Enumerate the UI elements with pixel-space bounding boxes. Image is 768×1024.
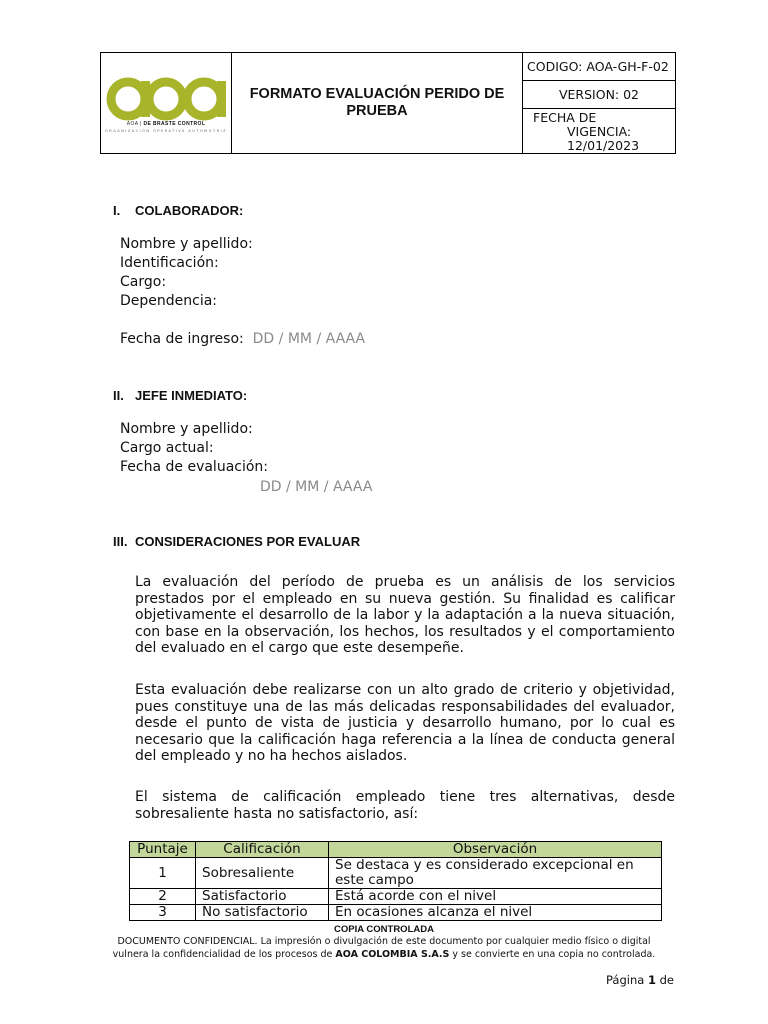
score-table xyxy=(129,841,662,921)
cell-calificacion: Sobresaliente xyxy=(196,858,329,889)
cell-puntaje: 3 xyxy=(130,905,196,921)
fecha-evaluacion-input[interactable]: DD / MM / AAAA xyxy=(260,479,373,495)
cell-observacion: Se destaca y es considerado excepcional en este campo xyxy=(329,858,662,889)
logo-subtitle: ORGANIZACIÓN OPERATIVA AUTOMOTRIZ xyxy=(104,129,228,133)
logo-cell xyxy=(101,53,232,154)
cell-puntaje: 1 xyxy=(130,858,196,889)
version: VERSION: 02 xyxy=(523,81,676,109)
cell-puntaje: 2 xyxy=(130,889,196,905)
cell-observacion: Está acorde con el nivel xyxy=(329,889,662,905)
paragraph-1: La evaluación del período de prueba es un análisis de los servicios prestados por el empleado en su nueva gestión. Su finalidad es calificar objetivamente el desarrollo de la labor y la adaptación a la nueva situación, con base en la observación, los hechos, los resultados y el comportamiento del evaluado en el cargo que este desempeñe. xyxy=(135,574,675,657)
field-cargo: Cargo: xyxy=(120,274,167,290)
section-jefe-title: II. JEFE INMEDIATO: xyxy=(113,388,248,403)
cell-calificacion: No satisfactorio xyxy=(196,905,329,921)
field-cargo-actual: Cargo actual: xyxy=(120,440,214,456)
cell-observacion: En ocasiones alcanza el nivel xyxy=(329,905,662,921)
fecha-vigencia: FECHA DE VIGENCIA: 12/01/2023 xyxy=(523,109,676,154)
table-header-row xyxy=(130,842,662,858)
codigo: CODIGO: AOA-GH-F-02 xyxy=(523,53,676,81)
field-fecha-evaluacion: Fecha de evaluación: xyxy=(120,459,269,475)
header-puntaje: Puntaje xyxy=(130,842,196,858)
field-jefe-nombre: Nombre y apellido: xyxy=(120,421,253,437)
table-row xyxy=(130,858,662,889)
header-calificacion: Calificación xyxy=(196,842,329,858)
table-row xyxy=(130,889,662,905)
field-dependencia: Dependencia: xyxy=(120,293,218,309)
logo-brand: AOA | DE BRASTE CONTROL xyxy=(126,121,206,127)
header-observacion: Observación xyxy=(329,842,662,858)
paragraph-3: El sistema de calificación empleado tiene tres alternativas, desde sobresaliente hasta no satisfactorio, así: xyxy=(135,789,675,822)
section-consideraciones-title: III. CONSIDERACIONES POR EVALUAR xyxy=(113,534,361,549)
field-identificacion: Identificación: xyxy=(120,255,219,271)
field-fecha-ingreso: Fecha de ingreso: DD / MM / AAAA xyxy=(120,331,366,347)
section-colaborador-title: I. COLABORADOR: xyxy=(113,203,244,218)
aoa-logo-icon xyxy=(106,73,226,125)
field-nombre: Nombre y apellido: xyxy=(120,236,253,252)
document-header xyxy=(100,52,676,154)
footer-copia-controlada: COPIA CONTROLADA xyxy=(334,924,434,935)
fecha-ingreso-input[interactable]: DD / MM / AAAA xyxy=(252,331,366,347)
table-row xyxy=(130,905,662,921)
cell-calificacion: Satisfactorio xyxy=(196,889,329,905)
company-logo xyxy=(101,61,231,145)
footer-confidential-notice: DOCUMENTO CONFIDENCIAL. La impresión o divulgación de este documento por cualquier medio físico o digital vulnera la confidencialidad de los procesos de AOA COLOMBIA S.A.S y se convierte en una copia no controlada. xyxy=(112,936,656,960)
document-title: FORMATO EVALUACIÓN PERIDO DE PRUEBA xyxy=(232,53,523,154)
page-number: Página 1 de xyxy=(606,973,674,987)
paragraph-2: Esta evaluación debe realizarse con un alto grado de criterio y objetividad, pues constituye una de las más delicadas responsabilidades del evaluador, desde el punto de vista de justicia y desarrollo humano, por lo cual es necesario que la calificación haga referencia a la línea de conducta general del empleado y no ha hechos aislados. xyxy=(135,682,675,765)
